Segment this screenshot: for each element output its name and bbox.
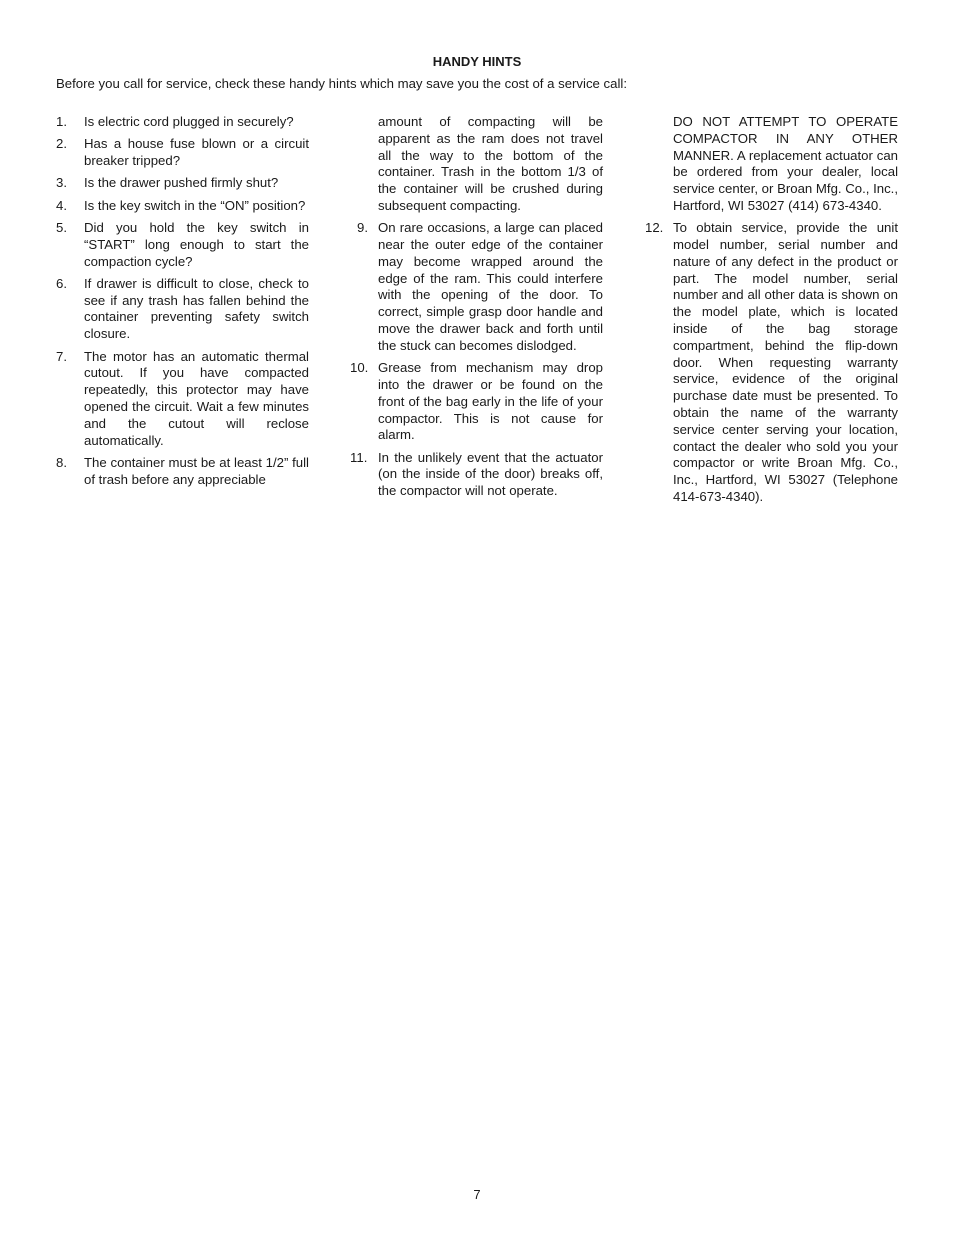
hint-text: The motor has an automatic thermal cutout. If you have compacted repeatedly, this protector may have opened the circuit. Wait a few minutes and the cutout will reclose automatically. xyxy=(84,348,309,448)
column-2 xyxy=(350,114,603,506)
hint-item-1 xyxy=(56,114,309,131)
hint-item-6 xyxy=(56,276,309,343)
hint-item-10 xyxy=(350,360,603,444)
hint-text: Is electric cord plugged in securely? xyxy=(84,114,294,129)
hint-number: 11. xyxy=(350,449,368,465)
hint-item-5 xyxy=(56,220,309,270)
hint-number: 4. xyxy=(56,197,67,213)
hint-8-continuation: amount of compacting will be apparent as the ram does not travel all the way to the bottom of the container. Trash in the bottom 1/3 of the container will be crushed during subsequent compacting. xyxy=(378,114,603,213)
page-number: 7 xyxy=(473,1187,481,1202)
hint-text: Did you hold the key switch in “START” long enough to start the compaction cycle? xyxy=(84,219,309,269)
hint-number: 9. xyxy=(357,220,368,236)
hint-text: The container must be at least 1/2” full of trash before any appreciable xyxy=(84,454,309,487)
column-1 xyxy=(56,114,309,494)
hint-number: 8. xyxy=(56,454,67,470)
hint-11-continuation: DO NOT ATTEMPT TO OPERATE COMPACTOR IN ANY OTHER MANNER. A replacement actuator can be ordered from your dealer, local service center, or Broan Mfg. Co., Inc., Hartford, WI 53027 (414) 673-4340. xyxy=(673,114,899,213)
hint-number: 7. xyxy=(56,348,67,364)
hint-item-3 xyxy=(56,175,309,192)
hint-text: Has a house fuse blown or a circuit breaker tripped? xyxy=(84,136,309,169)
hint-number: 6. xyxy=(56,275,67,291)
hint-number: 12. xyxy=(645,220,664,236)
hint-text: In the unlikely event that the actuator (on the inside of the door) breaks off, the compactor will not operate. xyxy=(378,449,603,499)
hint-text: If drawer is difficult to close, check to see if any trash has fallen behind the container preventing safety switch closure. xyxy=(84,275,309,342)
hint-text: Grease from mechanism may drop into the drawer or be found on the front of the bag early in the life of your compactor. This is not cause for alarm. xyxy=(378,360,603,443)
hint-item-4 xyxy=(56,198,309,215)
hint-number: 10. xyxy=(350,360,369,376)
hint-item-2 xyxy=(56,136,309,170)
page-title: HANDY HINTS xyxy=(432,54,522,69)
column-3 xyxy=(645,114,898,511)
hint-text: Is the key switch in the “ON” position? xyxy=(84,197,306,213)
hint-item-11 xyxy=(350,450,603,500)
hint-item-12 xyxy=(645,220,898,506)
intro-text: Before you call for service, check these handy hints which may save you the cost of a service call: xyxy=(56,76,627,91)
hint-text: Is the drawer pushed firmly shut? xyxy=(84,175,279,191)
hint-number: 3. xyxy=(56,175,67,191)
hint-item-8 xyxy=(56,455,309,489)
hint-text: To obtain service, provide the unit model number, serial number and nature of any defect in the product or part. The model number, serial number and all other data is shown on the model plate, which is located inside of the bag storage compartment, behind the flip-down door. When requesting warranty service, evidence of the original purchase date must be presented. To obtain the name of the warranty service center serving your location, contact the dealer who sold you your compactor or write Broan Mfg. Co., Inc., Hartford, WI 53027 (Telephone 414-673-4340). xyxy=(673,220,898,505)
hint-number: 1. xyxy=(56,114,67,129)
hint-item-7 xyxy=(56,349,309,450)
hint-number: 2. xyxy=(56,136,67,152)
hint-text: On rare occasions, a large can placed near the outer edge of the container may become wrapped around the edge of the ram. This could interfere with the opening of the door. To correct, simple grasp door handle and move the drawer back and forth until the stuck can becomes dislodged. xyxy=(378,220,603,353)
hint-number: 5. xyxy=(56,219,67,235)
hint-item-9 xyxy=(350,220,603,354)
